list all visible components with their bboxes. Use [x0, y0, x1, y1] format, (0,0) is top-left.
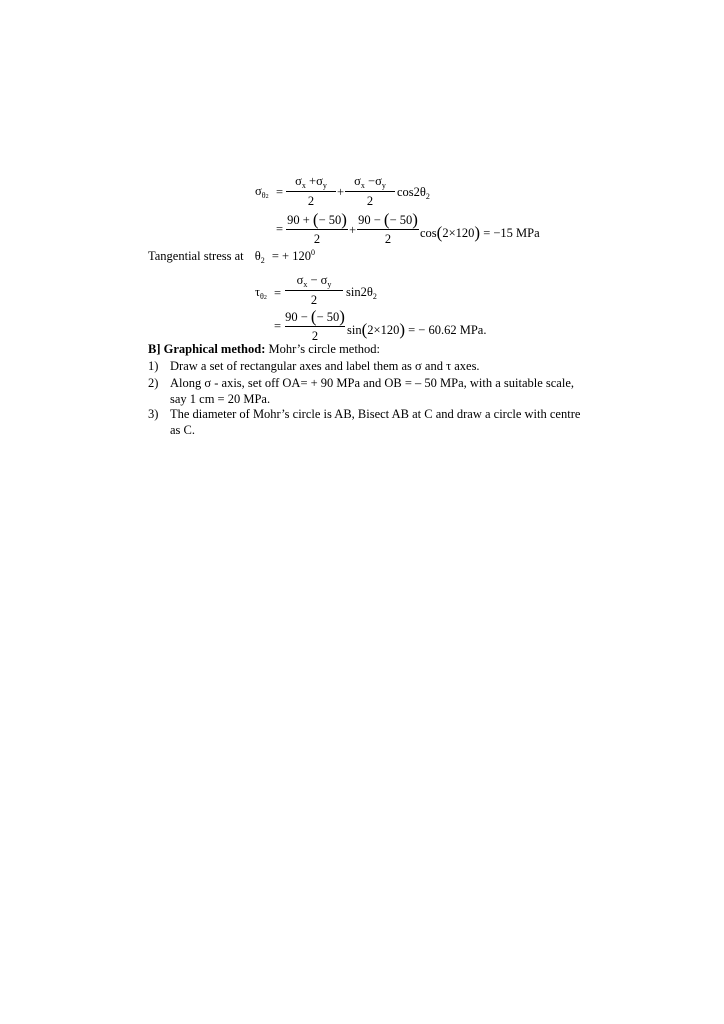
- eq3-fraction-numerator: $\sigma_x - \sigma_y$: [296, 273, 332, 289]
- eq2-fraction-2-denominator: 2: [384, 232, 392, 246]
- tangential-angle-value: = + $120^0$: [271, 248, 315, 263]
- eq4-fraction: [285, 305, 345, 343]
- eq2-fraction-2-bar: [357, 229, 419, 230]
- tangential-stress-line: [148, 250, 315, 263]
- graphical-method-heading: B] Graphical method: Mohr’s circle method:: [148, 342, 381, 356]
- eq1-fraction-1-bar: [286, 191, 336, 192]
- eq1-fraction-1-denominator: 2: [307, 194, 315, 208]
- list-item-text: Draw a set of rectangular axes and label them as σ and τ axes.: [170, 359, 480, 373]
- eq4-fraction-numerator: 90 − (− 50): [285, 307, 345, 326]
- list-item-marker: 3): [148, 407, 159, 421]
- eq1-fraction-1: [286, 173, 336, 209]
- eq2-fraction-1-bar: [286, 229, 348, 230]
- eq1-cos-term: $\cos 2\theta_2$: [397, 185, 430, 201]
- eq4-sin-term: sin(2×120) = − 60.62 MPa.: [347, 320, 487, 339]
- eq4-fraction-denominator: 2: [311, 329, 319, 343]
- eq2-cos-term: cos(2×120) = −15 MPa: [420, 223, 540, 242]
- eq1-equals: =: [276, 185, 284, 199]
- eq3-fraction-denominator: 2: [310, 293, 318, 307]
- eq1-lhs: $\sigma_{\theta 2}$: [255, 184, 269, 200]
- eq3-fraction-bar: [285, 290, 343, 291]
- eq1-fraction-2-denominator: 2: [366, 194, 374, 208]
- eq1-fraction-1-numerator: $\sigma_x +\sigma_y$: [295, 174, 327, 190]
- eq1-plus: +: [337, 185, 345, 199]
- eq2-fraction-1-numerator: 90 + (− 50): [287, 210, 347, 229]
- list-item-text: The diameter of Mohr’s circle is AB, Bisect AB at C and draw a circle with centre: [170, 407, 581, 421]
- eq3-equals: =: [274, 286, 282, 300]
- eq4-equals: =: [274, 319, 282, 333]
- eq2-equals: =: [276, 222, 284, 236]
- eq2-plus: +: [349, 223, 357, 237]
- list-item-marker: 2): [148, 376, 159, 390]
- eq1-fraction-2: [345, 173, 395, 209]
- eq1-fraction-2-bar: [345, 191, 395, 192]
- tangential-theta: $\theta_2$: [254, 249, 265, 265]
- list-item-text-continued: say 1 cm = 20 MPa.: [170, 392, 271, 406]
- eq3-lhs: $\tau_{\theta 2}$: [255, 285, 267, 301]
- eq2-fraction-1: [286, 208, 348, 246]
- eq3-fraction: [285, 272, 343, 308]
- list-item-text-continued: as C.: [170, 423, 195, 437]
- eq1-fraction-2-numerator: $\sigma_x -\sigma_y$: [354, 174, 386, 190]
- eq3-sin-term: $\sin 2\theta_2$: [346, 285, 377, 301]
- eq2-fraction-2-numerator: 90 − (− 50): [358, 210, 418, 229]
- eq2-fraction-1-denominator: 2: [313, 232, 321, 246]
- list-item-marker: 1): [148, 359, 159, 373]
- eq4-fraction-bar: [285, 326, 345, 327]
- tangential-stress-label: Tangential stress at: [148, 249, 244, 263]
- eq2-fraction-2: [357, 208, 419, 246]
- list-item-text: Along σ - axis, set off OA= + 90 MPa and OB = – 50 MPa, with a suitable scale,: [170, 376, 574, 390]
